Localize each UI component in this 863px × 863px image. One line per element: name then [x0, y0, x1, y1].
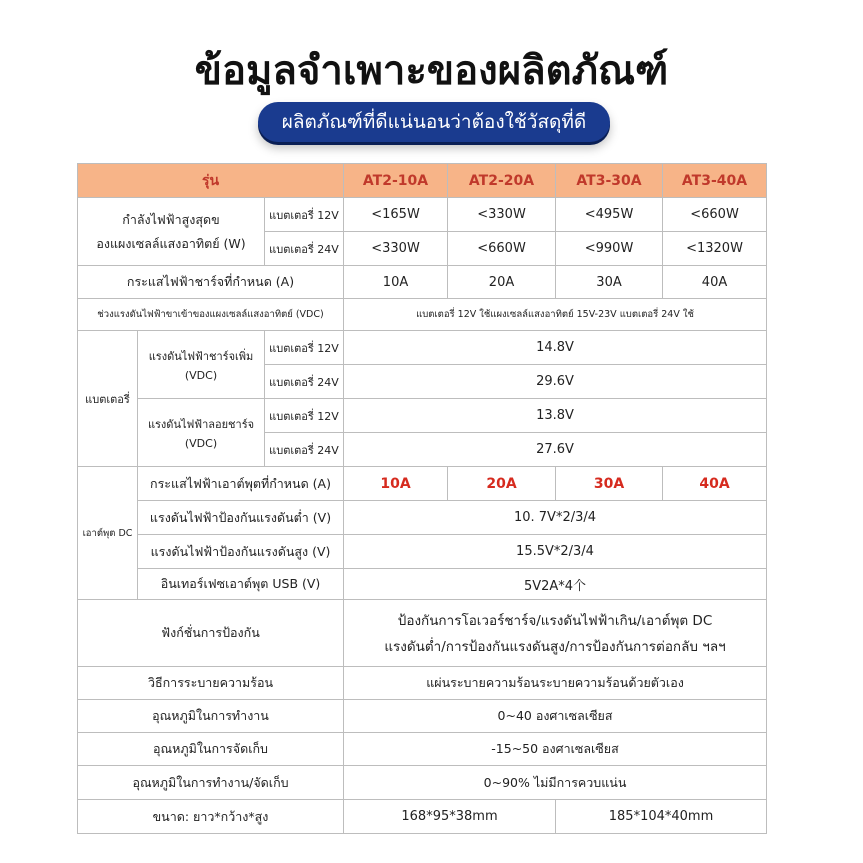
table-cell: 30A [556, 266, 663, 299]
table-row [78, 399, 767, 433]
table-cell: 5V2A*4个 [344, 569, 767, 600]
table-row [78, 700, 767, 733]
table-row [78, 733, 767, 766]
table-cell: 15.5V*2/3/4 [344, 535, 767, 569]
boost-voltage-label-line1: แรงดันไฟฟ้าชาร์จเพิ่ม [148, 350, 254, 363]
table-cell: <330W [344, 232, 448, 266]
storage-temp-label: อุณหภูมิในการจัดเก็บ [78, 733, 344, 766]
table-row [78, 299, 767, 331]
table-row [78, 667, 767, 700]
table-cell: 14.8V [344, 331, 767, 365]
usb-output-label: อินเทอร์เฟซเอาต์พุต USB (V) [138, 569, 344, 600]
table-cell: 29.6V [344, 365, 767, 399]
float-voltage-label-line2: (VDC) [184, 437, 218, 450]
battery-type-cell: แบตเตอรี่ 12V [265, 331, 344, 365]
low-voltage-protection-label: แรงดันไฟฟ้าป้องกันแรงดันต่ำ (V) [138, 501, 344, 535]
table-row [78, 766, 767, 800]
table-cell: 0~40 องศาเซลเซียส [344, 700, 767, 733]
max-power-label [78, 198, 265, 266]
table-cell: 0~90% ไม่มีการควบแน่น [344, 766, 767, 800]
model-header: AT2-20A [448, 164, 556, 198]
battery-type-cell: แบตเตอรี่ 24V [265, 365, 344, 399]
table-row [78, 467, 767, 501]
dc-output-section-label: เอาต์พุต DC [78, 467, 138, 600]
table-row [78, 331, 767, 365]
table-cell: 13.8V [344, 399, 767, 433]
table-cell: <660W [663, 198, 767, 232]
model-header: AT3-40A [663, 164, 767, 198]
protection-line1: ป้องกันการโอเวอร์ชาร์จ/แรงดันไฟฟ้าเกิน/เอาต์พุต DC [397, 613, 713, 629]
heat-dissipation-label: วิธีการระบายความร้อน [78, 667, 344, 700]
table-cell: <495W [556, 198, 663, 232]
boost-voltage-label-line2: (VDC) [184, 369, 218, 382]
model-header: AT2-10A [344, 164, 448, 198]
table-cell: 20A [448, 467, 556, 501]
boost-voltage-label [138, 331, 265, 399]
table-header-row [78, 164, 767, 198]
float-voltage-label [138, 399, 265, 467]
table-cell: 30A [556, 467, 663, 501]
table-cell: 10A [344, 266, 448, 299]
table-cell: <660W [448, 232, 556, 266]
rated-output-current-label: กระแสไฟฟ้าเอาต์พุตที่กำหนด (A) [138, 467, 344, 501]
input-voltage-range-value: แบตเตอรี่ 12V ใช้แผงเซลล์แสงอาทิตย์ 15V-23V แบตเตอรี่ 24V ใช้ [344, 299, 767, 331]
table-cell: 27.6V [344, 433, 767, 467]
table-row [78, 600, 767, 667]
table-row [78, 569, 767, 600]
table-cell: 10. 7V*2/3/4 [344, 501, 767, 535]
model-header: AT3-30A [556, 164, 663, 198]
table-row [78, 198, 767, 232]
table-cell: 168*95*38mm [344, 800, 556, 834]
battery-type-cell: แบตเตอรี่ 24V [265, 232, 344, 266]
table-cell: แผ่นระบายความร้อนระบายความร้อนด้วยตัวเอง [344, 667, 767, 700]
table-cell: 20A [448, 266, 556, 299]
table-cell: <990W [556, 232, 663, 266]
max-power-label-line2: องแผงเซลล์แสงอาทิตย์ (W) [96, 235, 246, 251]
table-cell: <165W [344, 198, 448, 232]
input-voltage-range-label: ช่วงแรงดันไฟฟ้าขาเข้าของแผงเซลล์แสงอาทิตย์ (VDC) [78, 299, 344, 331]
protection-line2: แรงดันต่ำ/การป้องกันแรงดันสูง/การป้องกันการต่อกลับ ฯลฯ [384, 639, 726, 655]
model-header-label: รุ่น [78, 164, 344, 198]
table-row [78, 535, 767, 569]
protection-label: ฟังก์ชั่นการป้องกัน [78, 600, 344, 667]
battery-type-cell: แบตเตอรี่ 12V [265, 399, 344, 433]
size-label: ขนาด: ยาว*กว้าง*สูง [78, 800, 344, 834]
max-power-label-line1: กำลังไฟฟ้าสูงสุดข [122, 211, 220, 227]
table-cell: -15~50 องศาเซลเซียส [344, 733, 767, 766]
table-cell: 185*104*40mm [556, 800, 767, 834]
protection-value [344, 600, 767, 667]
float-voltage-label-line1: แรงดันไฟฟ้าลอยชาร์จ [147, 418, 255, 431]
table-cell: <1320W [663, 232, 767, 266]
table-row [78, 800, 767, 834]
battery-type-cell: แบตเตอรี่ 12V [265, 198, 344, 232]
battery-type-cell: แบตเตอรี่ 24V [265, 433, 344, 467]
spec-table [77, 163, 767, 834]
operating-temp-label: อุณหภูมิในการทำงาน [78, 700, 344, 733]
high-voltage-protection-label: แรงดันไฟฟ้าป้องกันแรงดันสูง (V) [138, 535, 344, 569]
table-cell: 40A [663, 467, 767, 501]
table-cell: <330W [448, 198, 556, 232]
page-title: ข้อมูลจำเพาะของผลิตภัณฑ์ [194, 48, 669, 94]
subtitle-badge: ผลิตภัณฑ์ที่ดีแน่นอนว่าต้องใช้วัสดุที่ดี [258, 102, 610, 142]
rated-charge-current-label: กระแสไฟฟ้าชาร์จที่กำหนด (A) [78, 266, 344, 299]
table-cell: 40A [663, 266, 767, 299]
humidity-label: อุณหภูมิในการทำงาน/จัดเก็บ [78, 766, 344, 800]
table-row [78, 501, 767, 535]
table-cell: 10A [344, 467, 448, 501]
table-row [78, 266, 767, 299]
battery-section-label: แบตเตอรี่ [78, 331, 138, 467]
